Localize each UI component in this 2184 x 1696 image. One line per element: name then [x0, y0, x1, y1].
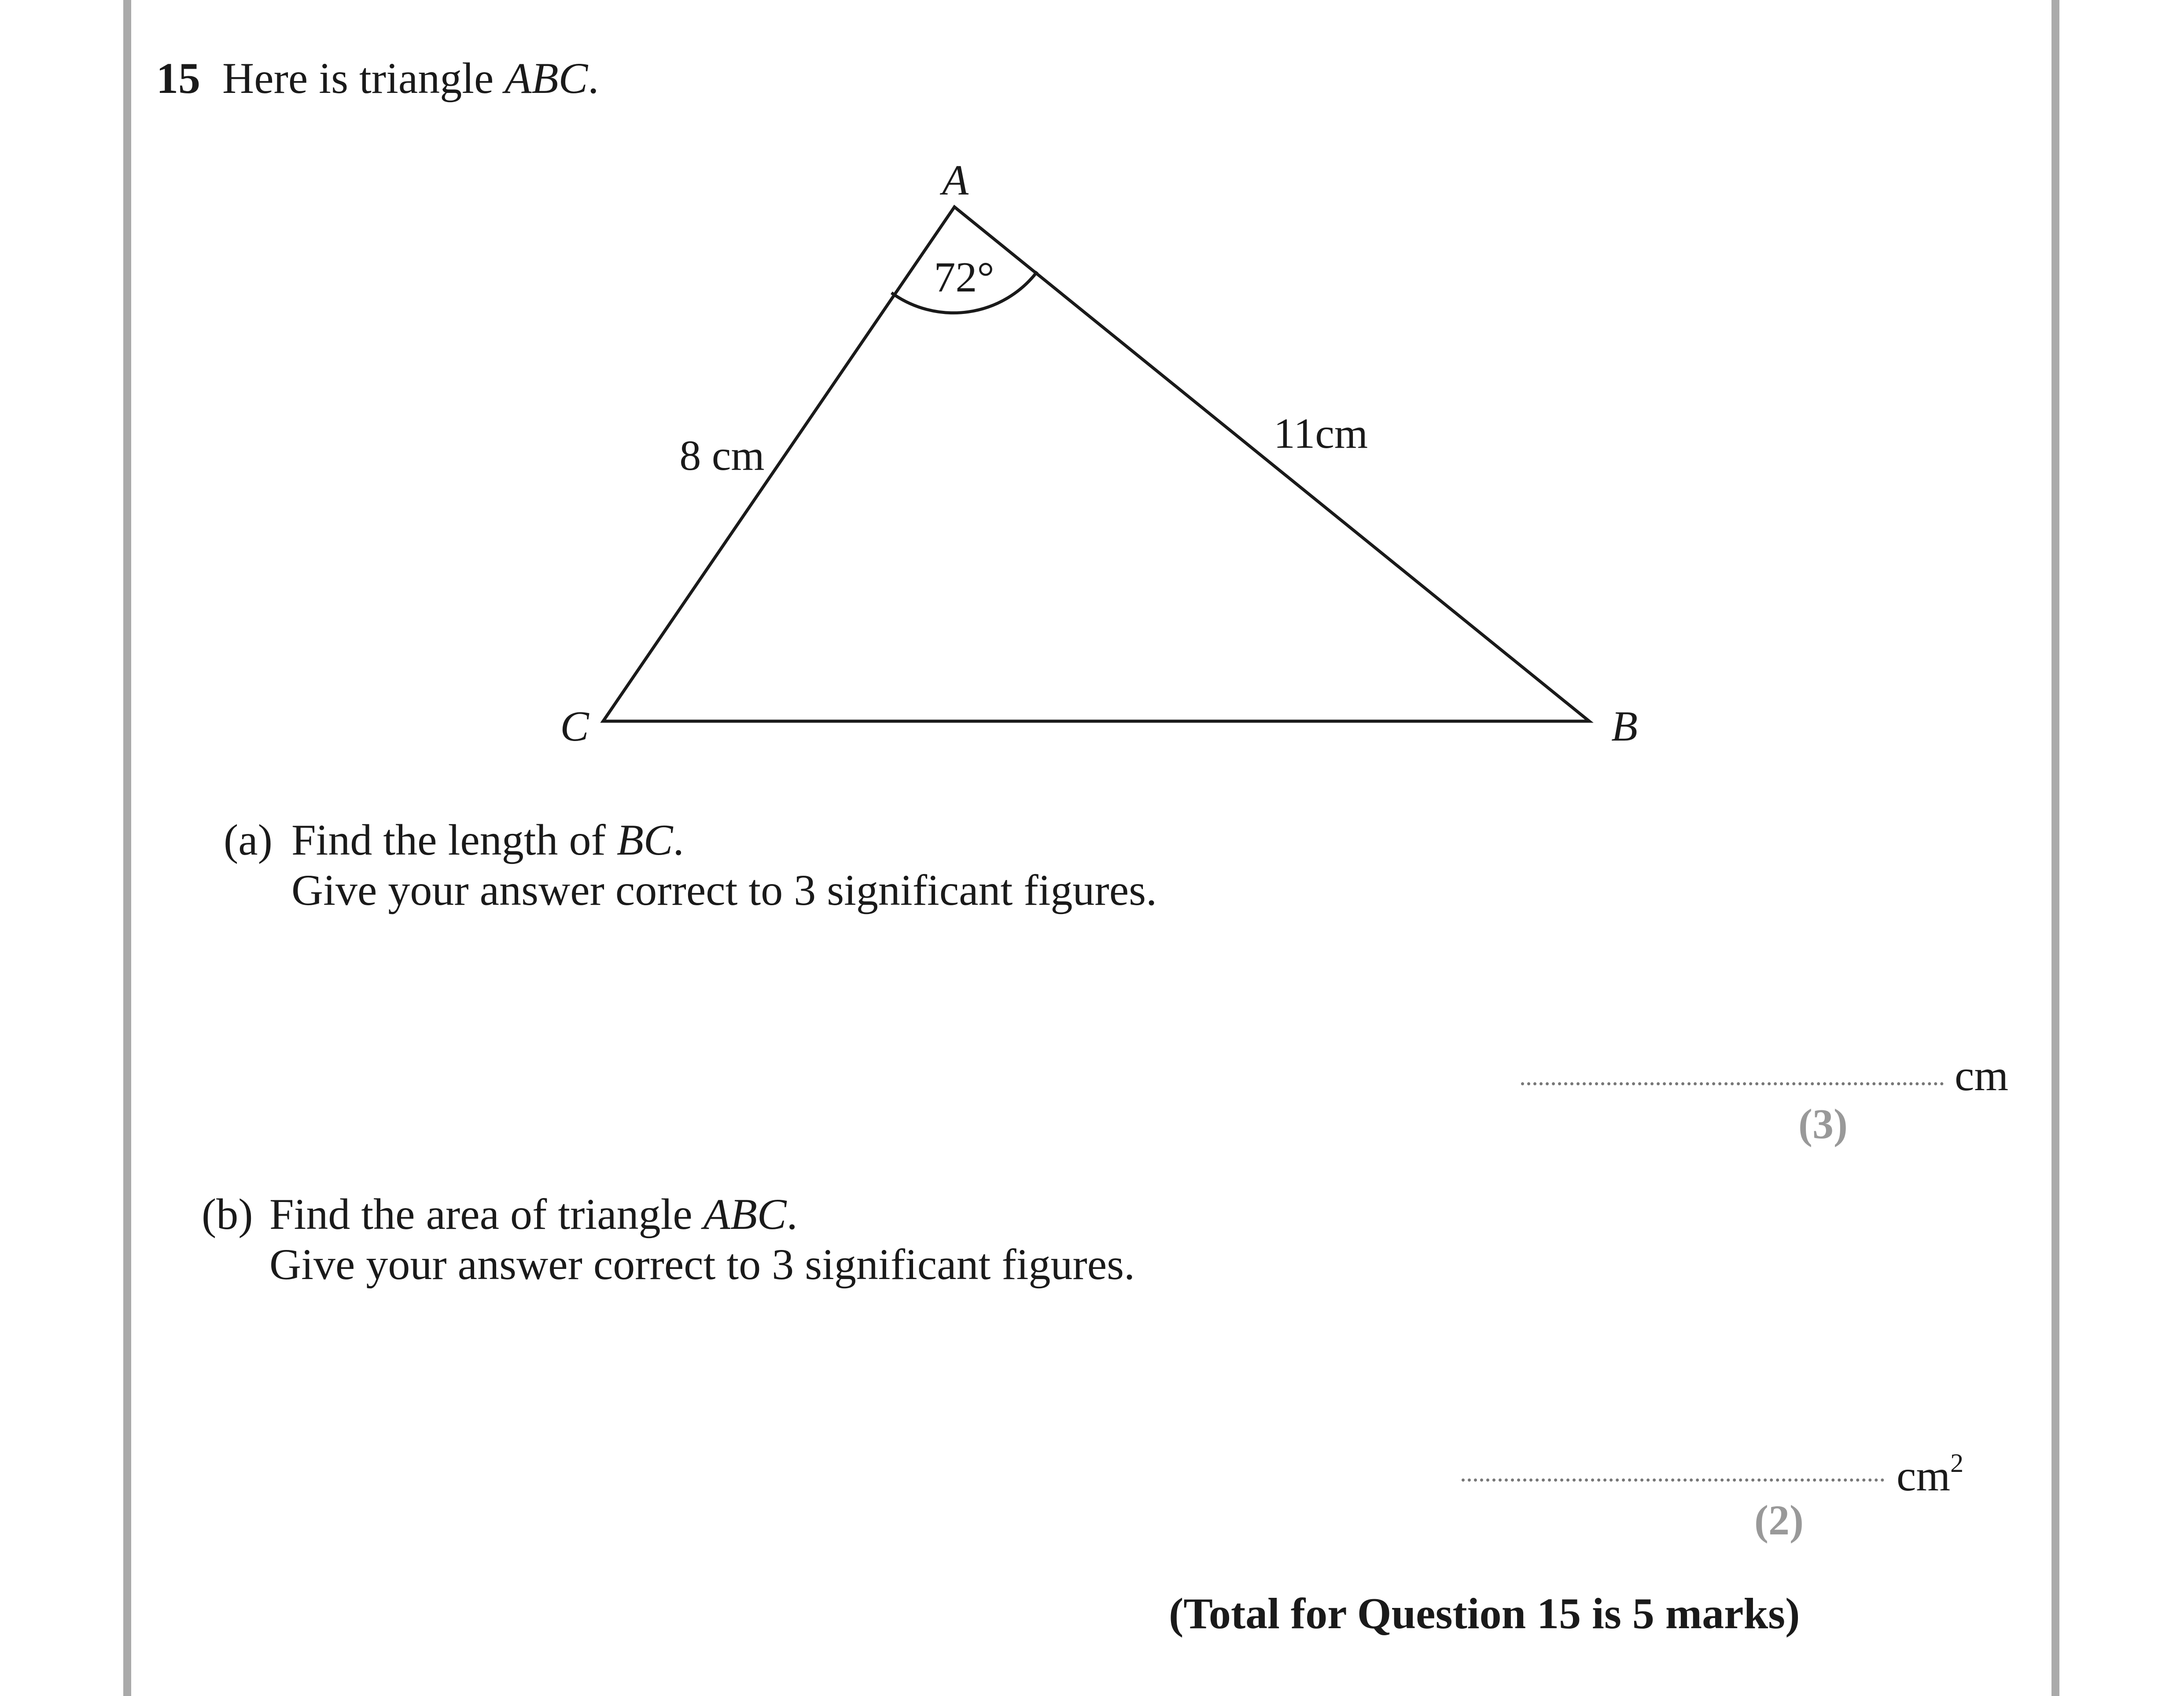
side-label-ac: 8 cm [679, 432, 765, 479]
question-intro-end: . [588, 54, 599, 103]
part-a-side-name: BC [616, 815, 673, 864]
part-a-marks: (3) [1798, 1100, 1848, 1147]
part-b-unit-superscript: 2 [1950, 1449, 1964, 1478]
part-a-line1 [291, 815, 684, 864]
part-a-label: (a) [224, 815, 273, 864]
part-a-answer-line[interactable] [1521, 1082, 1944, 1085]
side-label-ab: 11cm [1273, 410, 1368, 457]
angle-label-a: 72° [934, 254, 994, 301]
part-b-marks: (2) [1754, 1497, 1804, 1544]
vertex-label-c: C [560, 703, 589, 750]
part-b-unit-base: cm [1897, 1451, 1951, 1500]
part-b-line1 [269, 1190, 798, 1239]
part-a-line2: Give your answer correct to 3 significant figures. [291, 866, 1157, 914]
part-a-line1-end: . [673, 815, 684, 864]
vertex-label-a: A [942, 157, 969, 204]
part-b-label: (b) [202, 1190, 253, 1239]
vertex-label-b: B [1611, 703, 1638, 750]
part-a-line1-text: Find the length of [291, 815, 617, 864]
part-b-triangle-name: ABC [703, 1190, 787, 1239]
question-triangle-name: ABC [505, 54, 588, 103]
part-b-line2: Give your answer correct to 3 significant figures. [269, 1240, 1135, 1289]
part-b-line1-text: Find the area of triangle [269, 1190, 703, 1239]
question-number: 15 [156, 54, 200, 103]
part-b-answer-line[interactable] [1462, 1478, 1884, 1482]
question-intro: Here is triangle [222, 54, 505, 103]
question-total-marks: (Total for Question 15 is 5 marks) [1169, 1589, 1800, 1638]
part-a-unit: cm [1955, 1051, 2009, 1100]
part-b-line1-end: . [786, 1190, 798, 1239]
part-b-unit [1897, 1450, 1963, 1498]
